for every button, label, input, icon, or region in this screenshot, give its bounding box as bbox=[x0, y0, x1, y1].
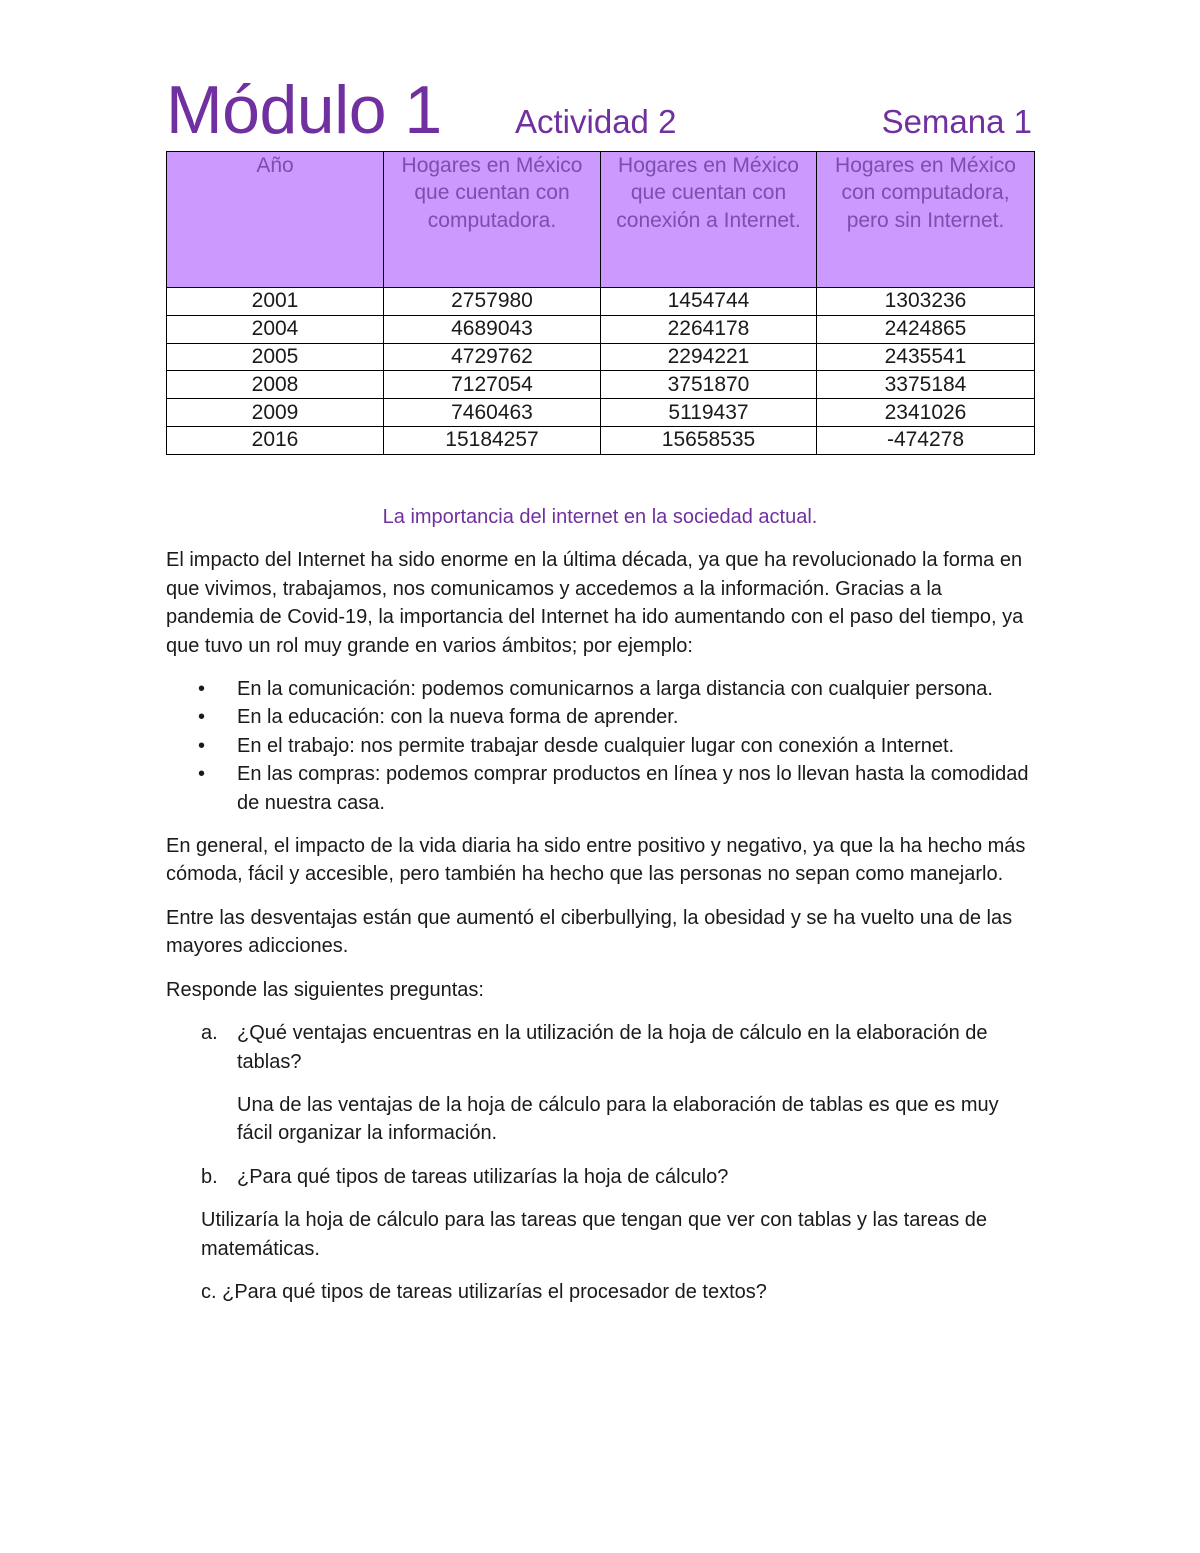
table-cell: 2264178 bbox=[601, 315, 817, 343]
table-row bbox=[167, 315, 1035, 343]
column-header-computers: Hogares en México que cuentan con computadora. bbox=[384, 152, 601, 288]
table-cell: 2016 bbox=[167, 426, 384, 454]
list-item bbox=[166, 703, 1034, 731]
essay-intro-paragraph: El impacto del Internet ha sido enorme en la última década, ya que ha revolucionado la forma en que vivimos, trabajamos, nos comunicamos y accedemos a la información. Gracias a la pandemia de Covid-19, la importancia del Internet ha ido aumentando con el paso del tiempo, ya que tuvo un rol muy grande en varios ámbitos; por ejemplo: bbox=[166, 549, 1024, 657]
table-cell: 2009 bbox=[167, 399, 384, 427]
essay-section bbox=[166, 503, 1034, 1321]
table-cell: 2294221 bbox=[601, 343, 817, 371]
document-header bbox=[166, 72, 1034, 148]
table-cell: 2004 bbox=[167, 315, 384, 343]
column-header-no-internet: Hogares en México con computadora, pero sin Internet. bbox=[817, 152, 1035, 288]
table-cell: 2757980 bbox=[384, 288, 601, 316]
table-row bbox=[167, 288, 1035, 316]
question-a bbox=[166, 1019, 1034, 1076]
essay-title: La importancia del internet en la sociedad actual. bbox=[382, 506, 818, 528]
table-cell: 2005 bbox=[167, 343, 384, 371]
table-cell: 3751870 bbox=[601, 371, 817, 399]
essay-paragraph-3: Entre las desventajas están que aumentó el ciberbullying, la obesidad y se ha vuelto una de las mayores adicciones. bbox=[166, 906, 1013, 958]
list-item-text: En la educación: con la nueva forma de aprender. bbox=[237, 706, 679, 729]
answer-a: Una de las ventajas de la hoja de cálculo para la elaboración de tablas es que es muy fácil organizar la información. bbox=[237, 1093, 999, 1145]
table-cell: 4729762 bbox=[384, 343, 601, 371]
questions-intro: Responde las siguientes preguntas: bbox=[166, 978, 484, 1001]
table-row bbox=[167, 371, 1035, 399]
question-b bbox=[166, 1163, 1034, 1191]
table-cell: 15658535 bbox=[601, 426, 817, 454]
table-cell: 2008 bbox=[167, 371, 384, 399]
table-cell: 2424865 bbox=[817, 315, 1035, 343]
households-table bbox=[166, 151, 1035, 455]
table-cell: -474278 bbox=[817, 426, 1035, 454]
question-text: ¿Para qué tipos de tareas utilizarías la hoja de cálculo? bbox=[237, 1165, 729, 1188]
activity-label: Actividad 2 bbox=[515, 103, 677, 140]
answer-b: Utilizaría la hoja de cálculo para las tareas que tengan que ver con tablas y las tareas de matemáticas. bbox=[201, 1209, 988, 1260]
table-cell: 2001 bbox=[167, 288, 384, 316]
bullet-icon: • bbox=[198, 678, 206, 701]
list-item bbox=[166, 675, 1034, 703]
bullet-list bbox=[166, 675, 1034, 817]
list-item-text: En el trabajo: nos permite trabajar desde cualquier lugar con conexión a Internet. bbox=[237, 734, 955, 757]
table-cell: 5119437 bbox=[601, 399, 817, 427]
question-marker: a. bbox=[201, 1022, 218, 1045]
table-cell: 4689043 bbox=[384, 315, 601, 343]
bullet-icon: • bbox=[198, 734, 206, 757]
list-item-text: En la comunicación: podemos comunicarnos a larga distancia con cualquier persona. bbox=[237, 678, 993, 701]
question-marker: b. bbox=[201, 1165, 218, 1188]
list-item bbox=[166, 760, 1034, 817]
question-text: ¿Para qué tipos de tareas utilizarías el procesador de textos? bbox=[222, 1280, 767, 1303]
question-marker: c. bbox=[201, 1280, 217, 1303]
column-header-internet: Hogares en México que cuentan con conexión a Internet. bbox=[601, 152, 817, 288]
list-item-text: En las compras: podemos comprar productos en línea y nos lo llevan hasta la comodidad de nuestra casa. bbox=[237, 763, 1029, 814]
table-cell: 15184257 bbox=[384, 426, 601, 454]
table-cell: 3375184 bbox=[817, 371, 1035, 399]
table-cell: 1454744 bbox=[601, 288, 817, 316]
week-label: Semana 1 bbox=[881, 103, 1032, 140]
module-title: Módulo 1 bbox=[166, 72, 442, 148]
table-cell: 7127054 bbox=[384, 371, 601, 399]
table-cell: 7460463 bbox=[384, 399, 601, 427]
list-item bbox=[166, 732, 1034, 760]
table-row bbox=[167, 343, 1035, 371]
bullet-icon: • bbox=[198, 763, 206, 786]
table-cell: 2341026 bbox=[817, 399, 1035, 427]
essay-paragraph-2: En general, el impacto de la vida diaria ha sido entre positivo y negativo, ya que la ha hecho más cómoda, fácil y accesible, pero también ha hecho que las personas no sepan como manejarlo. bbox=[166, 835, 1026, 886]
table-header-row bbox=[167, 152, 1035, 288]
column-header-year: Año bbox=[167, 152, 384, 288]
question-text: ¿Qué ventajas encuentras en la utilización de la hoja de cálculo en la elaboración de tablas? bbox=[237, 1022, 988, 1073]
table-cell: 2435541 bbox=[817, 343, 1035, 371]
table-cell: 1303236 bbox=[817, 288, 1035, 316]
table-row bbox=[167, 399, 1035, 427]
bullet-icon: • bbox=[198, 706, 206, 729]
table-row bbox=[167, 426, 1035, 454]
question-c bbox=[166, 1278, 1034, 1306]
